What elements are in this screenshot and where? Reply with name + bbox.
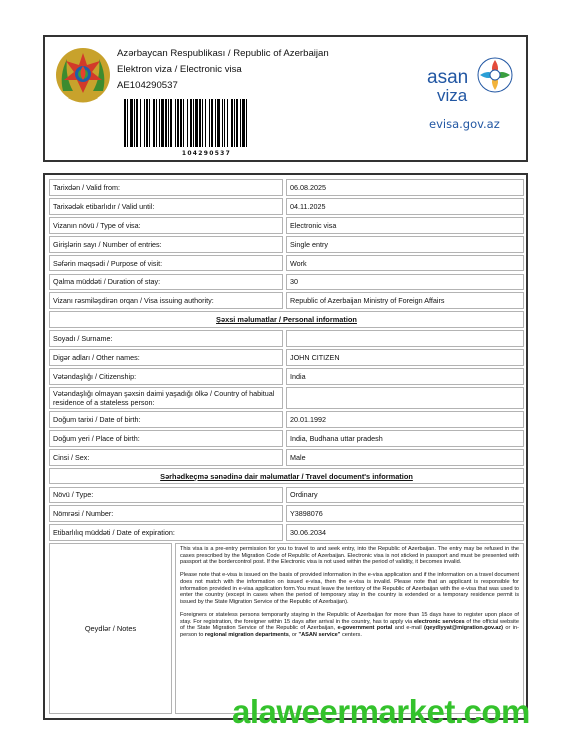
field-label: Etibarlılıq müddəti / Date of expiration: <box>49 524 283 541</box>
table-row <box>49 349 524 366</box>
table-row <box>49 487 524 504</box>
table-row <box>49 524 524 541</box>
notes-fragment: centers. <box>340 631 362 638</box>
notes-fragment: of the official website of the State Migration Service of the Republic of Azerbaijan, <box>180 618 519 632</box>
field-value: Republic of Azerbaijan Ministry of Foreign Affairs <box>286 292 524 309</box>
notes-text <box>175 543 524 714</box>
barcode-bar <box>159 99 160 147</box>
barcode-bar <box>177 99 179 147</box>
field-value: 30.06.2034 <box>286 524 524 541</box>
barcode-bar <box>165 99 167 147</box>
table-row <box>49 292 524 309</box>
field-value: 20.01.1992 <box>286 411 524 428</box>
field-label: Girişlərin sayı / Number of entries: <box>49 236 283 253</box>
table-row <box>49 411 524 428</box>
field-label: Tarixədək etibarlıdır / Valid until: <box>49 198 283 215</box>
section-heading-row <box>49 311 524 328</box>
barcode-bar <box>187 99 188 147</box>
barcode-bar <box>199 99 201 147</box>
barcode-bar <box>180 99 182 147</box>
notes-row <box>49 543 524 714</box>
barcode-bar <box>136 99 138 147</box>
field-value <box>286 387 524 409</box>
azerbaijan-emblem-icon <box>55 47 111 105</box>
notes-paragraph <box>180 612 519 638</box>
notes-emphasis: electronic services <box>414 618 465 625</box>
field-label: Nömrəsi / Number: <box>49 505 283 522</box>
barcode-bar <box>168 99 169 147</box>
barcode-bar <box>134 99 135 147</box>
barcode-icon <box>124 99 289 147</box>
field-label: Soyadı / Surname: <box>49 330 283 347</box>
field-value: 30 <box>286 274 524 291</box>
barcode-bar <box>240 99 241 147</box>
barcode-bar <box>190 99 192 147</box>
section-heading: Sərhədkeçmə sənədinə dair məlumatlar / Travel document's information <box>49 468 524 485</box>
barcode-bar <box>161 99 164 147</box>
barcode-bar <box>236 99 238 147</box>
field-value: 04.11.2025 <box>286 198 524 215</box>
table-row <box>49 255 524 272</box>
barcode-bar <box>153 99 155 147</box>
barcode-bar <box>217 99 220 147</box>
header-text <box>117 46 329 94</box>
barcode-bar <box>227 99 228 147</box>
field-label: Cinsi / Sex: <box>49 449 283 466</box>
table-row <box>49 179 524 196</box>
table-row <box>49 387 524 409</box>
barcode-bar <box>127 99 128 147</box>
logo-url: evisa.gov.az <box>429 117 500 131</box>
visa-details-table <box>43 173 528 720</box>
field-value: Y3898076 <box>286 505 524 522</box>
notes-fragment: Foreigners or stateless persons temporarily staying in the Republic of Azerbaijan for more than 15 days have to register upon place of stay. For registration, the foreigner within 15 days after arrival in the country, has to apply via <box>180 611 519 625</box>
notes-label: Qeydlər / Notes <box>49 543 172 714</box>
field-label: Vizanın növü / Type of visa: <box>49 217 283 234</box>
barcode-bar <box>140 99 141 147</box>
field-label: Növü / Type: <box>49 487 283 504</box>
table-row <box>49 430 524 447</box>
barcode-bar <box>195 99 198 147</box>
notes-fragment: or in-person to <box>180 625 519 638</box>
barcode-bar <box>193 99 194 147</box>
asan-viza-logo-icon <box>423 45 523 125</box>
table-row <box>49 198 524 215</box>
notes-emphasis: regional migration departments <box>204 631 289 638</box>
notes-fragment: , or <box>288 631 299 638</box>
barcode-bar <box>222 99 223 147</box>
field-value <box>286 330 524 347</box>
barcode-bar <box>209 99 210 147</box>
field-label: Doğum tarixi / Date of birth: <box>49 411 283 428</box>
table-row <box>49 330 524 347</box>
barcode-bar <box>149 99 150 147</box>
field-value: Ordinary <box>286 487 524 504</box>
notes-paragraph: This visa is a pre-entry permission for you to travel to and seek entry, into the Republic of Azerbaijan. The entry may be refused in the cases prescribed by the Migration Code of Republic of Azerbaijan. Electronic visa is not sticked in passport and must be presented with passport at the bordercontrol post. If the Electronic visa is not used within the period of validity, it becomes invalid. <box>180 546 519 566</box>
table-row <box>49 274 524 291</box>
field-value: 06.08.2025 <box>286 179 524 196</box>
notes-emphasis: e-government portal <box>337 625 393 632</box>
field-label: Doğum yeri / Place of birth: <box>49 430 283 447</box>
barcode-bar <box>175 99 176 147</box>
table-row <box>49 449 524 466</box>
field-value: India <box>286 368 524 385</box>
section-heading: Şəxsi məlumatlar / Personal information <box>49 311 524 328</box>
header-country: Azərbaycan Respublikası / Republic of Azerbaijan <box>117 48 329 59</box>
barcode-bar <box>224 99 225 147</box>
field-value: Electronic visa <box>286 217 524 234</box>
field-label: Vizanı rəsmiləşdirən orqan / Visa issuing authority: <box>49 292 283 309</box>
notes-emphasis: (qeydiyyat@migration.gov.az) <box>424 625 504 632</box>
barcode-number: 104290537 <box>181 150 232 157</box>
barcode-bar <box>183 99 184 147</box>
field-value: Male <box>286 449 524 466</box>
table-row <box>49 368 524 385</box>
table-row <box>49 217 524 234</box>
svg-text:viza: viza <box>437 86 468 105</box>
svg-text:asan: asan <box>427 67 469 88</box>
barcode-bar <box>242 99 245 147</box>
watermark: alaweermarket.com <box>232 693 530 730</box>
field-label: Tarixdən / Valid from: <box>49 179 283 196</box>
header-visa-type: Elektron viza / Electronic visa <box>117 64 242 75</box>
barcode-bar <box>234 99 235 147</box>
field-label: Səfərin məqsədi / Purpose of visit: <box>49 255 283 272</box>
field-label: Qalma müddəti / Duration of stay: <box>49 274 283 291</box>
barcode-bar <box>246 99 247 147</box>
barcode-bar <box>156 99 157 147</box>
notes-emphasis: "ASAN service" <box>298 631 341 638</box>
field-value: India, Budhana uttar pradesh <box>286 430 524 447</box>
table-row <box>49 236 524 253</box>
barcode-bar <box>124 99 126 147</box>
field-label: Digər adları / Other names: <box>49 349 283 366</box>
barcode-bar <box>205 99 206 147</box>
barcode-bar <box>231 99 233 147</box>
visa-number: AE104290537 <box>117 80 178 91</box>
barcode-bar <box>170 99 172 147</box>
barcode-bar <box>146 99 148 147</box>
barcode-bar <box>211 99 213 147</box>
table-row <box>49 505 524 522</box>
visa-header <box>43 35 528 162</box>
section-heading-row <box>49 468 524 485</box>
notes-fragment: and e-mail <box>392 625 425 632</box>
barcode-bar <box>202 99 203 147</box>
field-value: Single entry <box>286 236 524 253</box>
barcode-bar <box>215 99 216 147</box>
notes-paragraph: Please note that e-visa is issued on the basis of provided information in the e-visa application and if the information on a travel document does not match with the information on issued e-visa, then the e-visa is invalid. Please note that an applicant is responsible for information provided in e-visa application form.You must leave the territory of the Republic of Azerbaijan with the e-visa that was used to enter the country (except in cases when the period of temporary stay in the country is extended or a temporary residence permit is issued by the State Migration Service of the Republic of Azerbaijan). <box>180 572 519 605</box>
field-value: Work <box>286 255 524 272</box>
field-value: JOHN CITIZEN <box>286 349 524 366</box>
field-label: Vətəndaşlığı olmayan şəxsin daimi yaşadığı ölkə / Country of habitual residence of a stateless person: <box>49 387 283 409</box>
barcode-bar <box>144 99 145 147</box>
barcode-bar <box>130 99 133 147</box>
field-label: Vətəndaşlığı / Citizenship: <box>49 368 283 385</box>
